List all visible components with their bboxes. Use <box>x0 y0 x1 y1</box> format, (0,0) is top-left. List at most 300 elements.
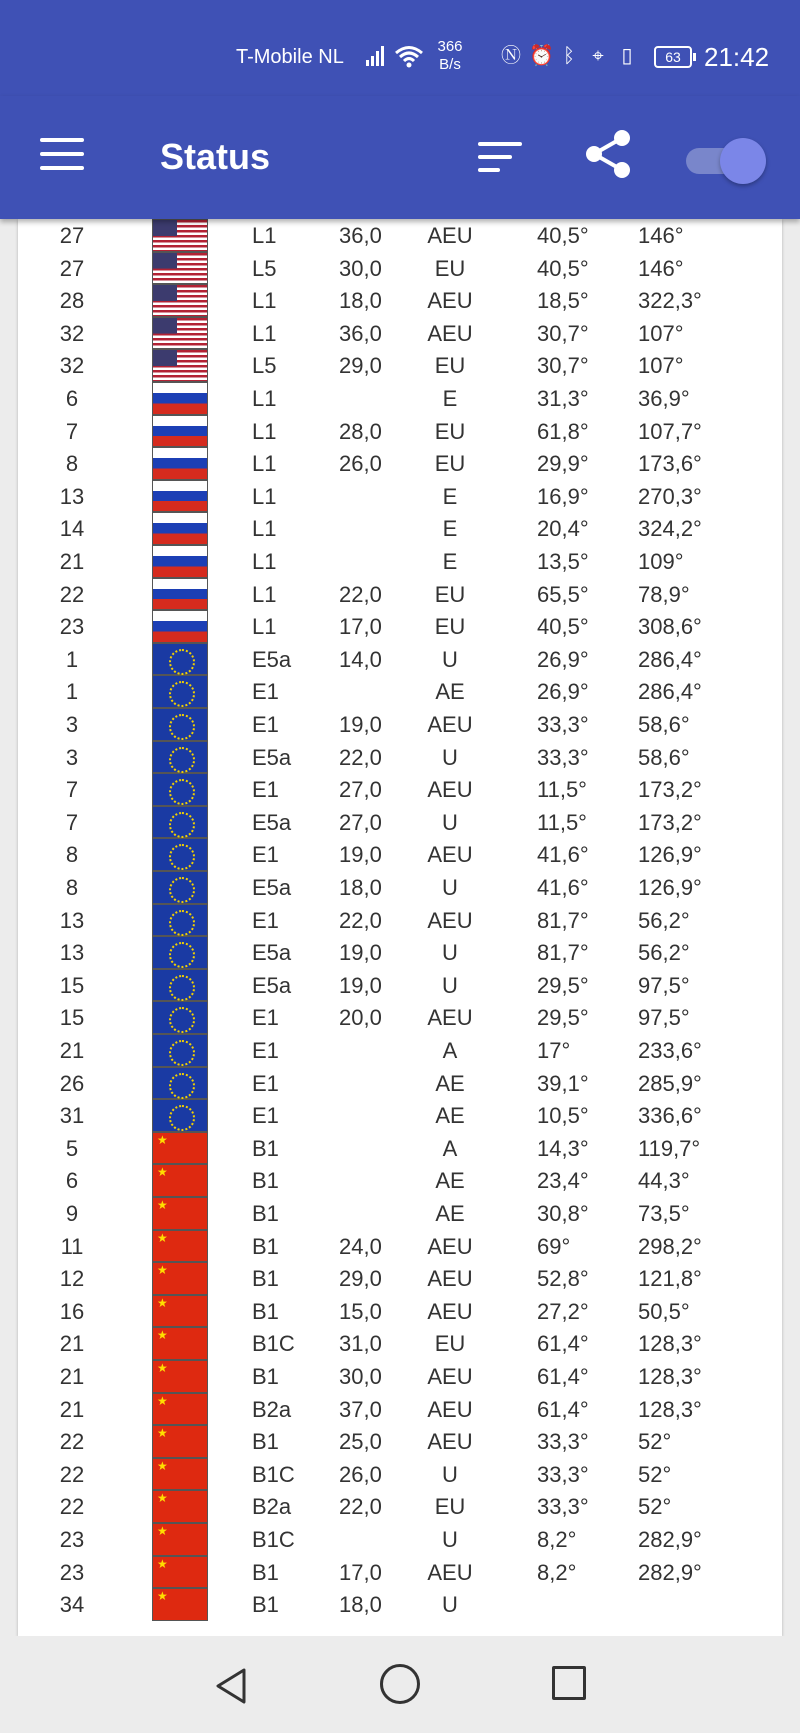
signal-strength: 22,0 <box>339 581 382 607</box>
signal-strength: 37,0 <box>339 1396 382 1422</box>
satellite-id: 23 <box>59 614 85 640</box>
signal-strength: 15,0 <box>339 1298 382 1324</box>
satellite-id: 26 <box>59 1070 85 1096</box>
azimuth: 126,9° <box>638 875 702 900</box>
fix-usage: U <box>442 1592 458 1618</box>
sort-icon[interactable] <box>478 142 522 176</box>
azimuth: 56,2° <box>638 940 690 966</box>
elevation: 30,7° <box>537 353 589 379</box>
us-flag-icon <box>152 317 208 350</box>
fix-usage: E <box>442 386 458 411</box>
system-status-bar <box>0 0 800 96</box>
table-row <box>18 1556 782 1589</box>
frequency-band: B1 <box>252 1592 279 1618</box>
frequency-band: L1 <box>252 451 277 477</box>
frequency-band: B1 <box>252 1201 279 1226</box>
satellite-id: 13 <box>59 907 85 933</box>
frequency-band: E5a <box>252 646 292 672</box>
table-row <box>18 904 782 937</box>
azimuth: 107,7° <box>638 418 702 444</box>
elevation: 31,3° <box>537 386 589 411</box>
azimuth: 36,9° <box>638 386 690 411</box>
us-flag-icon <box>152 252 208 285</box>
eu-flag-icon <box>152 969 208 1002</box>
fix-usage: AE <box>435 1168 465 1194</box>
fix-usage: U <box>442 972 458 998</box>
table-row <box>18 1197 782 1230</box>
fix-usage: EU <box>434 1331 466 1357</box>
satellite-id: 7 <box>65 777 79 803</box>
network-speed <box>430 38 470 74</box>
azimuth: 336,6° <box>638 1103 702 1129</box>
satellite-id: 8 <box>65 875 79 900</box>
fix-usage: EU <box>434 614 466 640</box>
frequency-band: B1 <box>252 1233 279 1259</box>
elevation: 16,9° <box>537 483 589 509</box>
table-row <box>18 1295 782 1328</box>
signal-icon <box>364 44 388 68</box>
table-row <box>18 1360 782 1393</box>
satellite-table[interactable] <box>18 219 782 1636</box>
eu-flag-icon <box>152 1001 208 1034</box>
azimuth: 128,3° <box>638 1331 702 1357</box>
signal-strength: 18,0 <box>339 1592 382 1618</box>
location-icon: ⌖ <box>592 45 604 67</box>
azimuth: 146° <box>638 255 684 281</box>
frequency-band: L1 <box>252 549 277 574</box>
table-row <box>18 382 782 415</box>
azimuth: 119,7° <box>638 1135 701 1161</box>
network-speed-value: 366 <box>437 38 463 55</box>
azimuth: 324,2° <box>638 516 702 542</box>
bluetooth-icon: ᛒ <box>563 45 575 67</box>
azimuth: 109° <box>638 549 684 574</box>
azimuth: 128,3° <box>638 1396 702 1422</box>
satellite-id: 8 <box>65 842 79 868</box>
signal-strength: 17,0 <box>339 1559 382 1585</box>
table-row <box>18 1132 782 1165</box>
eu-flag-icon <box>152 806 208 839</box>
fix-usage: AEU <box>427 907 473 933</box>
cn-flag-icon <box>152 1262 208 1295</box>
frequency-band: E5a <box>252 972 292 998</box>
fix-usage: AEU <box>427 1005 473 1031</box>
signal-strength: 29,0 <box>339 1266 382 1292</box>
signal-strength: 36,0 <box>339 320 382 346</box>
azimuth: 173,6° <box>638 451 702 477</box>
us-flag-icon <box>152 219 208 252</box>
satellite-id: 27 <box>59 255 85 281</box>
satellite-id: 6 <box>65 1168 79 1194</box>
elevation: 29,9° <box>537 451 589 477</box>
satellite-id: 13 <box>59 483 85 509</box>
satellite-id: 21 <box>59 1331 85 1357</box>
signal-strength: 24,0 <box>339 1233 382 1259</box>
azimuth: 58,6° <box>638 712 690 737</box>
fix-usage: A <box>442 1135 458 1161</box>
signal-strength: 14,0 <box>339 646 382 672</box>
elevation: 30,8° <box>537 1201 589 1226</box>
fix-usage: EU <box>434 1494 466 1520</box>
frequency-band: L1 <box>252 386 277 411</box>
azimuth: 282,9° <box>638 1559 702 1585</box>
azimuth: 73,5° <box>638 1201 690 1226</box>
eu-flag-icon <box>152 741 208 774</box>
fix-usage: AEU <box>427 1298 473 1324</box>
satellite-id: 15 <box>59 1005 85 1031</box>
elevation: 20,4° <box>537 516 589 542</box>
fix-usage: AEU <box>427 288 473 314</box>
frequency-band: B1 <box>252 1266 279 1292</box>
elevation: 26,9° <box>537 679 589 705</box>
frequency-band: E1 <box>252 1038 279 1063</box>
signal-strength: 27,0 <box>339 777 382 803</box>
eu-flag-icon <box>152 871 208 904</box>
satellite-id: 27 <box>59 223 85 248</box>
azimuth: 78,9° <box>638 581 690 607</box>
satellite-id: 1 <box>65 679 79 705</box>
satellite-id: 21 <box>59 1364 85 1389</box>
satellite-id: 6 <box>65 386 79 411</box>
signal-strength: 19,0 <box>339 940 382 966</box>
satellite-id: 28 <box>59 288 85 314</box>
fix-usage: EU <box>434 353 466 379</box>
signal-strength: 22,0 <box>339 1494 382 1520</box>
carrier-name: T-Mobile NL <box>236 46 344 68</box>
fix-usage: AE <box>435 1103 465 1129</box>
azimuth: 58,6° <box>638 744 690 770</box>
table-row <box>18 1230 782 1263</box>
elevation: 17° <box>537 1038 571 1063</box>
frequency-band: E5a <box>252 875 292 900</box>
signal-strength: 28,0 <box>339 418 382 444</box>
satellite-id: 14 <box>59 516 85 542</box>
elevation: 40,5° <box>537 614 589 640</box>
elevation: 13,5° <box>537 549 589 574</box>
signal-strength: 30,0 <box>339 255 382 281</box>
cn-flag-icon <box>152 1490 208 1523</box>
frequency-band: L5 <box>252 255 277 281</box>
elevation: 14,3° <box>537 1135 589 1161</box>
eu-flag-icon <box>152 838 208 871</box>
home-icon[interactable] <box>380 1664 420 1704</box>
cn-flag-icon <box>152 1556 208 1589</box>
clock: 21:42 <box>704 42 770 72</box>
toggle-thumb <box>720 138 766 184</box>
table-row <box>18 1490 782 1523</box>
satellite-id: 22 <box>59 581 85 607</box>
cn-flag-icon <box>152 1425 208 1458</box>
table-row <box>18 317 782 350</box>
us-flag-icon <box>152 349 208 382</box>
page-title: Status <box>160 136 271 177</box>
table-row <box>18 936 782 969</box>
elevation: 29,5° <box>537 972 589 998</box>
elevation: 8,2° <box>537 1559 577 1585</box>
elevation: 39,1° <box>537 1070 589 1096</box>
ru-flag-icon <box>152 480 208 513</box>
elevation: 26,9° <box>537 646 589 672</box>
satellite-id: 23 <box>59 1559 85 1585</box>
elevation: 52,8° <box>537 1266 589 1292</box>
azimuth: 233,6° <box>638 1038 702 1063</box>
cn-flag-icon <box>152 1393 208 1426</box>
elevation: 61,8° <box>537 418 589 444</box>
elevation: 33,3° <box>537 1461 589 1487</box>
elevation: 40,5° <box>537 223 589 248</box>
recents-icon[interactable] <box>552 1666 586 1700</box>
fix-usage: AEU <box>427 320 473 346</box>
cn-flag-icon <box>152 1295 208 1328</box>
frequency-band: E1 <box>252 1103 279 1129</box>
table-row <box>18 806 782 839</box>
share-icon[interactable] <box>580 126 636 182</box>
azimuth: 97,5° <box>638 972 690 998</box>
satellite-id: 13 <box>59 940 85 966</box>
azimuth: 107° <box>638 353 684 379</box>
signal-strength: 29,0 <box>339 353 382 379</box>
elevation: 23,4° <box>537 1168 589 1194</box>
table-row <box>18 512 782 545</box>
menu-icon[interactable] <box>40 138 84 174</box>
frequency-band: B1C <box>252 1527 295 1552</box>
table-row <box>18 871 782 904</box>
signal-strength: 18,0 <box>339 288 382 314</box>
table-row <box>18 741 782 774</box>
azimuth: 282,9° <box>638 1527 702 1552</box>
signal-strength: 19,0 <box>339 842 382 868</box>
azimuth: 107° <box>638 320 684 346</box>
table-row <box>18 415 782 448</box>
table-row <box>18 610 782 643</box>
satellite-id: 16 <box>59 1298 85 1324</box>
elevation: 65,5° <box>537 581 589 607</box>
elevation: 33,3° <box>537 744 589 770</box>
frequency-band: L1 <box>252 614 277 640</box>
fix-usage: AEU <box>427 1396 473 1422</box>
cn-flag-icon <box>152 1230 208 1263</box>
azimuth: 285,9° <box>638 1070 702 1096</box>
fix-usage: U <box>442 1527 458 1552</box>
signal-strength: 25,0 <box>339 1429 382 1455</box>
azimuth: 173,2° <box>638 809 702 835</box>
satellite-id: 3 <box>65 712 79 737</box>
satellite-id: 23 <box>59 1527 85 1552</box>
fix-usage: AEU <box>427 777 473 803</box>
ru-flag-icon <box>152 512 208 545</box>
azimuth: 44,3° <box>638 1168 690 1194</box>
fix-usage: AEU <box>427 712 473 737</box>
table-row <box>18 708 782 741</box>
table-row <box>18 447 782 480</box>
elevation: 33,3° <box>537 712 589 737</box>
azimuth: 128,3° <box>638 1364 702 1389</box>
frequency-band: L1 <box>252 483 277 509</box>
fix-usage: A <box>442 1038 458 1063</box>
table-row <box>18 1458 782 1491</box>
signal-strength: 20,0 <box>339 1005 382 1031</box>
fix-usage: AEU <box>427 1364 473 1389</box>
frequency-band: E5a <box>252 809 292 835</box>
back-icon[interactable] <box>210 1664 254 1708</box>
fix-usage: EU <box>434 418 466 444</box>
ru-flag-icon <box>152 415 208 448</box>
elevation: 27,2° <box>537 1298 589 1324</box>
table-row <box>18 1523 782 1556</box>
satellite-id: 21 <box>59 549 85 574</box>
system-nav-bar <box>0 1636 800 1733</box>
battery-icon: 63 <box>654 46 692 68</box>
table-row <box>18 480 782 513</box>
us-flag-icon <box>152 284 208 317</box>
satellite-id: 21 <box>59 1396 85 1422</box>
azimuth: 97,5° <box>638 1005 690 1031</box>
ru-flag-icon <box>152 447 208 480</box>
fix-usage: U <box>442 744 458 770</box>
table-row <box>18 1067 782 1100</box>
satellite-id: 22 <box>59 1429 85 1455</box>
signal-strength: 18,0 <box>339 875 382 900</box>
frequency-band: L1 <box>252 288 277 314</box>
azimuth: 52° <box>638 1461 672 1487</box>
signal-strength: 30,0 <box>339 1364 382 1389</box>
satellite-id: 15 <box>59 972 85 998</box>
fix-usage: AE <box>435 1070 465 1096</box>
table-row <box>18 1588 782 1621</box>
azimuth: 298,2° <box>638 1233 702 1259</box>
elevation: 81,7° <box>537 940 589 966</box>
fix-usage: U <box>442 875 458 900</box>
fix-usage: AE <box>435 679 465 705</box>
eu-flag-icon <box>152 1034 208 1067</box>
satellite-id: 7 <box>65 418 79 444</box>
app-bar <box>0 96 800 219</box>
frequency-band: B2a <box>252 1396 292 1422</box>
satellite-id: 7 <box>65 809 79 835</box>
elevation: 41,6° <box>537 842 589 868</box>
satellite-id: 32 <box>59 353 85 379</box>
elevation: 61,4° <box>537 1396 589 1422</box>
azimuth: 286,4° <box>638 679 702 705</box>
frequency-band: B1 <box>252 1429 279 1455</box>
frequency-band: B1 <box>252 1364 279 1389</box>
table-row <box>18 643 782 676</box>
fix-usage: AEU <box>427 842 473 868</box>
elevation: 69° <box>537 1233 571 1259</box>
fix-usage: E <box>442 549 458 574</box>
fix-usage: AE <box>435 1201 465 1226</box>
eu-flag-icon <box>152 675 208 708</box>
elevation: 40,5° <box>537 255 589 281</box>
elevation: 11,5° <box>537 809 587 835</box>
fix-usage: U <box>442 940 458 966</box>
azimuth: 286,4° <box>638 646 702 672</box>
table-row <box>18 219 782 252</box>
satellite-id: 22 <box>59 1494 85 1520</box>
satellite-id: 9 <box>65 1201 79 1226</box>
frequency-band: B1 <box>252 1298 279 1324</box>
elevation: 61,4° <box>537 1331 589 1357</box>
satellite-id: 31 <box>59 1103 85 1129</box>
eu-flag-icon <box>152 643 208 676</box>
elevation: 41,6° <box>537 875 589 900</box>
elevation: 33,3° <box>537 1429 589 1455</box>
ru-flag-icon <box>152 545 208 578</box>
table-row <box>18 675 782 708</box>
tracking-toggle[interactable] <box>686 138 766 184</box>
satellite-id: 12 <box>59 1266 85 1292</box>
frequency-band: B1 <box>252 1168 279 1194</box>
elevation: 29,5° <box>537 1005 589 1031</box>
eu-flag-icon <box>152 1067 208 1100</box>
table-row <box>18 284 782 317</box>
azimuth: 270,3° <box>638 483 702 509</box>
signal-strength: 19,0 <box>339 712 382 737</box>
table-row <box>18 969 782 1002</box>
eu-flag-icon <box>152 904 208 937</box>
cn-flag-icon <box>152 1327 208 1360</box>
table-row <box>18 1034 782 1067</box>
signal-strength: 27,0 <box>339 809 382 835</box>
frequency-band: L1 <box>252 581 277 607</box>
nfc-icon: Ⓝ <box>501 45 521 67</box>
frequency-band: E1 <box>252 907 279 933</box>
frequency-band: B1 <box>252 1559 279 1585</box>
satellite-id: 22 <box>59 1461 85 1487</box>
elevation: 18,5° <box>537 288 589 314</box>
signal-strength: 22,0 <box>339 744 382 770</box>
frequency-band: E1 <box>252 1005 279 1031</box>
frequency-band: E5a <box>252 744 292 770</box>
elevation: 8,2° <box>537 1527 577 1552</box>
frequency-band: L1 <box>252 516 277 542</box>
frequency-band: L1 <box>252 418 277 444</box>
network-speed-unit: B/s <box>439 56 461 73</box>
cn-flag-icon <box>152 1360 208 1393</box>
azimuth: 146° <box>638 223 684 248</box>
fix-usage: U <box>442 809 458 835</box>
azimuth: 56,2° <box>638 907 690 933</box>
table-row <box>18 1393 782 1426</box>
fix-usage: AEU <box>427 1233 473 1259</box>
fix-usage: E <box>442 483 458 509</box>
frequency-band: E1 <box>252 1070 279 1096</box>
elevation: 33,3° <box>537 1494 589 1520</box>
azimuth: 126,9° <box>638 842 702 868</box>
alarm-icon: ⏰ <box>529 45 554 67</box>
elevation: 30,7° <box>537 320 589 346</box>
azimuth: 52° <box>638 1494 672 1520</box>
satellite-id: 5 <box>65 1135 79 1161</box>
azimuth: 121,8° <box>638 1266 702 1292</box>
signal-strength: 26,0 <box>339 451 382 477</box>
frequency-band: E1 <box>252 777 279 803</box>
fix-usage: AEU <box>427 1429 473 1455</box>
table-row <box>18 252 782 285</box>
azimuth: 50,5° <box>638 1298 690 1324</box>
satellite-id: 3 <box>65 744 79 770</box>
frequency-band: B1 <box>252 1135 279 1161</box>
satellite-id: 32 <box>59 320 85 346</box>
frequency-band: L5 <box>252 353 277 379</box>
satellite-id: 8 <box>65 451 79 477</box>
signal-strength: 22,0 <box>339 907 382 933</box>
satellite-id: 21 <box>59 1038 85 1063</box>
elevation: 11,5° <box>537 777 587 803</box>
table-row <box>18 545 782 578</box>
eu-flag-icon <box>152 1099 208 1132</box>
eu-flag-icon <box>152 708 208 741</box>
